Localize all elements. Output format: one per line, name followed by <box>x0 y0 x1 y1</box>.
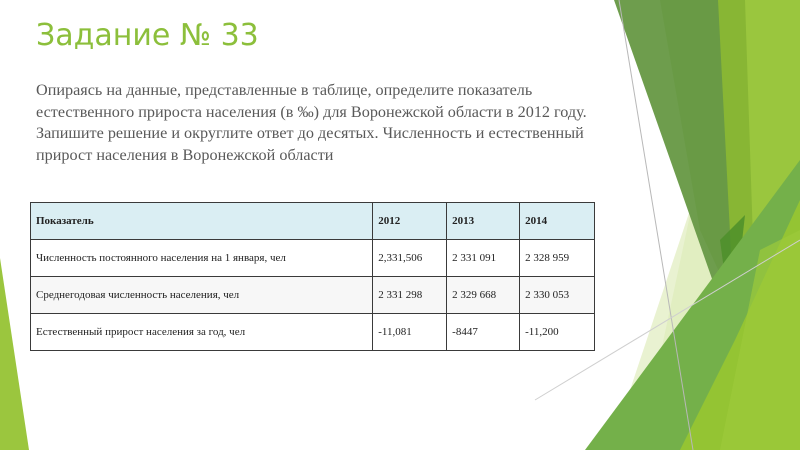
cell-value: 2,331,506 <box>373 240 447 277</box>
cell-value: -11,200 <box>520 314 595 351</box>
table-row <box>31 277 595 314</box>
population-table <box>30 202 595 351</box>
header-2012: 2012 <box>373 203 447 240</box>
left-green-triangle <box>0 258 29 450</box>
task-description: Опираясь на данные, представленные в таблице, определите показатель естественного прироста населения (в ‰) для Воронежской области в 2012 году. Запишите решение и округлите ответ до десятых. Численность и естественный прирост населения в Воронежской области <box>36 81 587 164</box>
row-label: Среднегодовая численность населения, чел <box>31 277 373 314</box>
cell-value: 2 331 298 <box>373 277 447 314</box>
table-row <box>31 314 595 351</box>
row-label: Естественный прирост населения за год, чел <box>31 314 373 351</box>
header-2013: 2013 <box>447 203 520 240</box>
cell-value: -8447 <box>447 314 520 351</box>
header-indicator: Показатель <box>31 203 373 240</box>
cell-value: 2 328 959 <box>520 240 595 277</box>
cell-value: -11,081 <box>373 314 447 351</box>
table-row <box>31 240 595 277</box>
header-2014: 2014 <box>520 203 595 240</box>
cell-value: 2 331 091 <box>447 240 520 277</box>
slide-title: Задание № 33 <box>36 18 259 53</box>
row-label: Численность постоянного населения на 1 января, чел <box>31 240 373 277</box>
table-header-row <box>31 203 595 240</box>
cell-value: 2 330 053 <box>520 277 595 314</box>
cell-value: 2 329 668 <box>447 277 520 314</box>
